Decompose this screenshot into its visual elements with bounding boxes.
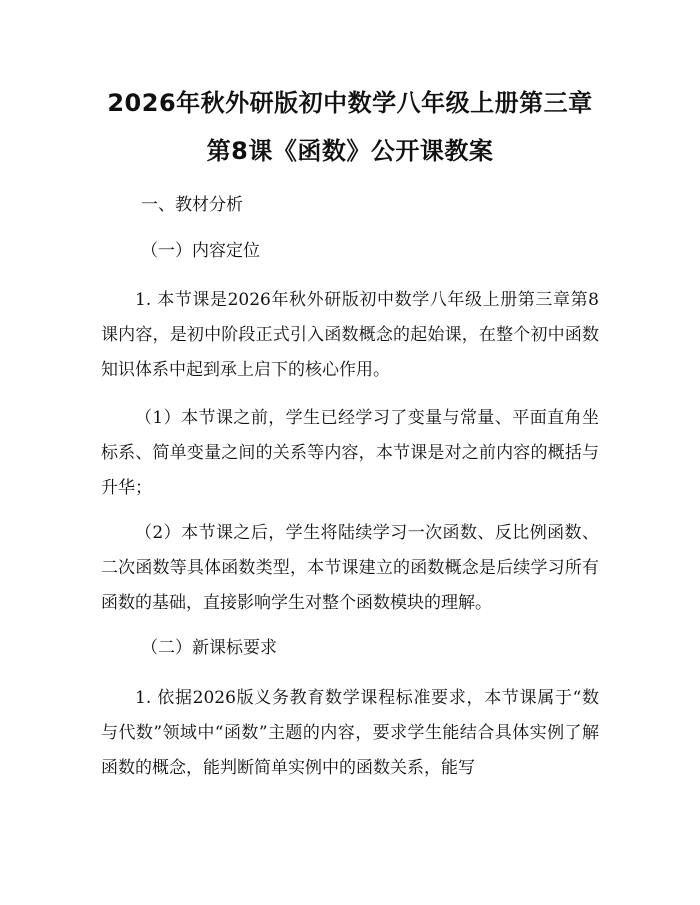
- section-heading-textbook-analysis: 一、教材分析: [141, 195, 243, 215]
- subsection-heading-content-positioning: （一）内容定位: [141, 241, 260, 261]
- document-title-line-1: 2026年秋外研版初中数学八年级上册第三章: [107, 89, 593, 117]
- paragraph-curriculum-requirements-1: 1. 依据2026版义务教育数学课程标准要求，本节课属于“数与代数”领域中“函数”主题的内容，要求学生能结合具体实例了解函数的概念，能判断简单实例中的函数关系，能写: [101, 688, 599, 778]
- paragraph-content-positioning-2: （1）本节课之前，学生已经学习了变量与常量、平面直角坐标系、简单变量之间的关系等内容，本节课是对之前内容的概括与升华；: [101, 408, 599, 498]
- document-title-line-2: 第8课《函数》公开课教案: [206, 137, 494, 165]
- paragraph-content-positioning-1: 1. 本节课是2026年秋外研版初中数学八年级上册第三章第8课内容，是初中阶段正式引入函数概念的起始课，在整个初中函数知识体系中起到承上启下的核心作用。: [101, 290, 599, 380]
- subsection-heading-curriculum-requirements: （二）新课标要求: [141, 638, 277, 658]
- paragraph-content-positioning-3: （2）本节课之后，学生将陆续学习一次函数、反比例函数、二次函数等具体函数类型，本节课建立的函数概念是后续学习所有函数的基础，直接影响学生对整个函数模块的理解。: [101, 523, 599, 613]
